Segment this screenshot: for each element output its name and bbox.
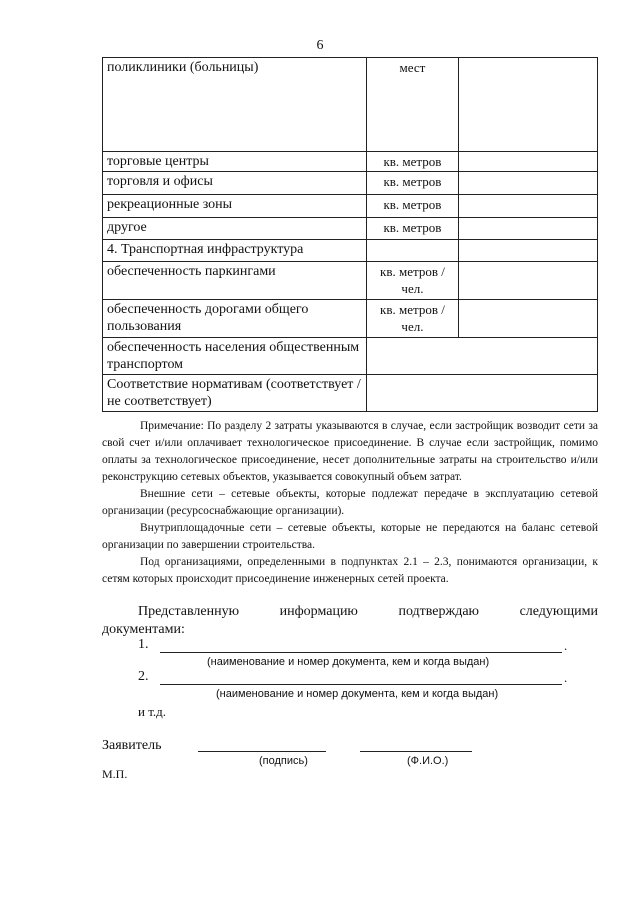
row-name: обеспеченность населения общественным транспортом (103, 338, 367, 375)
note-paragraph: Внутриплощадочные сети – сетевые объекты, которые не передаются на баланс сетевой организации по завершении строительства. (102, 522, 598, 551)
note-paragraph: Примечание: По разделу 2 затраты указываются в случае, если застройщик возводит сети за свой счет и/или оплачивает технологическое присоединение. В случае если застройщик, помимо оплаты за технологическое присоединение, несет дополнительные затраты на строительство и/или реконструкцию сетевых объектов, указывается совокупный объем затрат. (102, 420, 598, 483)
row-name: торговля и офисы (103, 172, 367, 195)
page-number: 6 (316, 38, 324, 53)
confirm-line-2: документами: (102, 622, 185, 637)
row-name: обеспеченность дорогами общего пользования (103, 300, 367, 338)
signature-caption: (подпись) (259, 755, 308, 767)
row-value[interactable] (459, 262, 598, 300)
row-value[interactable] (459, 172, 598, 195)
note-paragraph: Под организациями, определенными в подпунктах 2.1 – 2.3, понимаются организации, к сетям которых происходит присоединение инженерных сетей проекта. (102, 556, 598, 585)
table-row (103, 152, 598, 172)
document-item-number: 2. (138, 669, 149, 684)
section-heading: 4. Транспортная инфраструктура (103, 240, 367, 262)
document-2-field[interactable] (160, 684, 562, 685)
confirm-word: подтверждаю (398, 604, 479, 619)
table-row (103, 300, 598, 338)
document-item-number: 1. (138, 637, 149, 652)
confirm-word: Представленную (138, 604, 240, 619)
row-unit: кв. метров (366, 195, 459, 218)
signature-field[interactable] (198, 751, 326, 752)
row-name: поликлиники (больницы) (103, 58, 367, 152)
row-name: Соответствие нормативам (соответствует / не соответствует) (103, 375, 367, 412)
indicators-table (102, 57, 598, 412)
stamp-label: М.П. (102, 767, 128, 781)
row-unit (366, 240, 459, 262)
row-name: торговые центры (103, 152, 367, 172)
row-value[interactable] (366, 375, 597, 412)
full-name-caption: (Ф.И.О.) (407, 755, 449, 767)
row-name: обеспеченность паркингами (103, 262, 367, 300)
line-end-dot: . (564, 670, 568, 685)
row-unit: кв. метров (366, 218, 459, 240)
note-block (102, 418, 598, 588)
confirm-word: информацию (279, 604, 358, 619)
row-unit: кв. метров (366, 152, 459, 172)
note-paragraph: Внешние сети – сетевые объекты, которые подлежат передаче в эксплуатацию сетевой организации (ресурсоснабжающие организации). (102, 488, 598, 517)
document-caption: (наименование и номер документа, кем и когда выдан) (216, 688, 499, 700)
confirmation-text (102, 603, 598, 639)
table-row (103, 240, 598, 262)
row-unit: кв. метров / чел. (366, 300, 459, 338)
row-value[interactable] (459, 152, 598, 172)
row-unit: кв. метров (366, 172, 459, 195)
table-row (103, 58, 598, 152)
table-row (103, 195, 598, 218)
document-1-field[interactable] (160, 652, 562, 653)
row-value[interactable] (459, 300, 598, 338)
table-row (103, 172, 598, 195)
table-row (103, 338, 598, 375)
table-row (103, 262, 598, 300)
full-name-field[interactable] (360, 751, 472, 752)
table-row (103, 218, 598, 240)
row-value[interactable] (459, 195, 598, 218)
confirm-word: следующими (519, 604, 598, 619)
row-value[interactable] (459, 58, 598, 152)
etc-text: и т.д. (138, 704, 167, 719)
document-caption: (наименование и номер документа, кем и когда выдан) (207, 656, 490, 668)
row-value[interactable] (459, 218, 598, 240)
row-unit: кв. метров / чел. (366, 262, 459, 300)
row-name: другое (103, 218, 367, 240)
line-end-dot: . (564, 638, 568, 653)
row-value[interactable] (459, 240, 598, 262)
table-row (103, 375, 598, 412)
row-value[interactable] (366, 338, 597, 375)
row-name: рекреационные зоны (103, 195, 367, 218)
row-unit: мест (366, 58, 459, 152)
applicant-label: Заявитель (102, 738, 162, 753)
